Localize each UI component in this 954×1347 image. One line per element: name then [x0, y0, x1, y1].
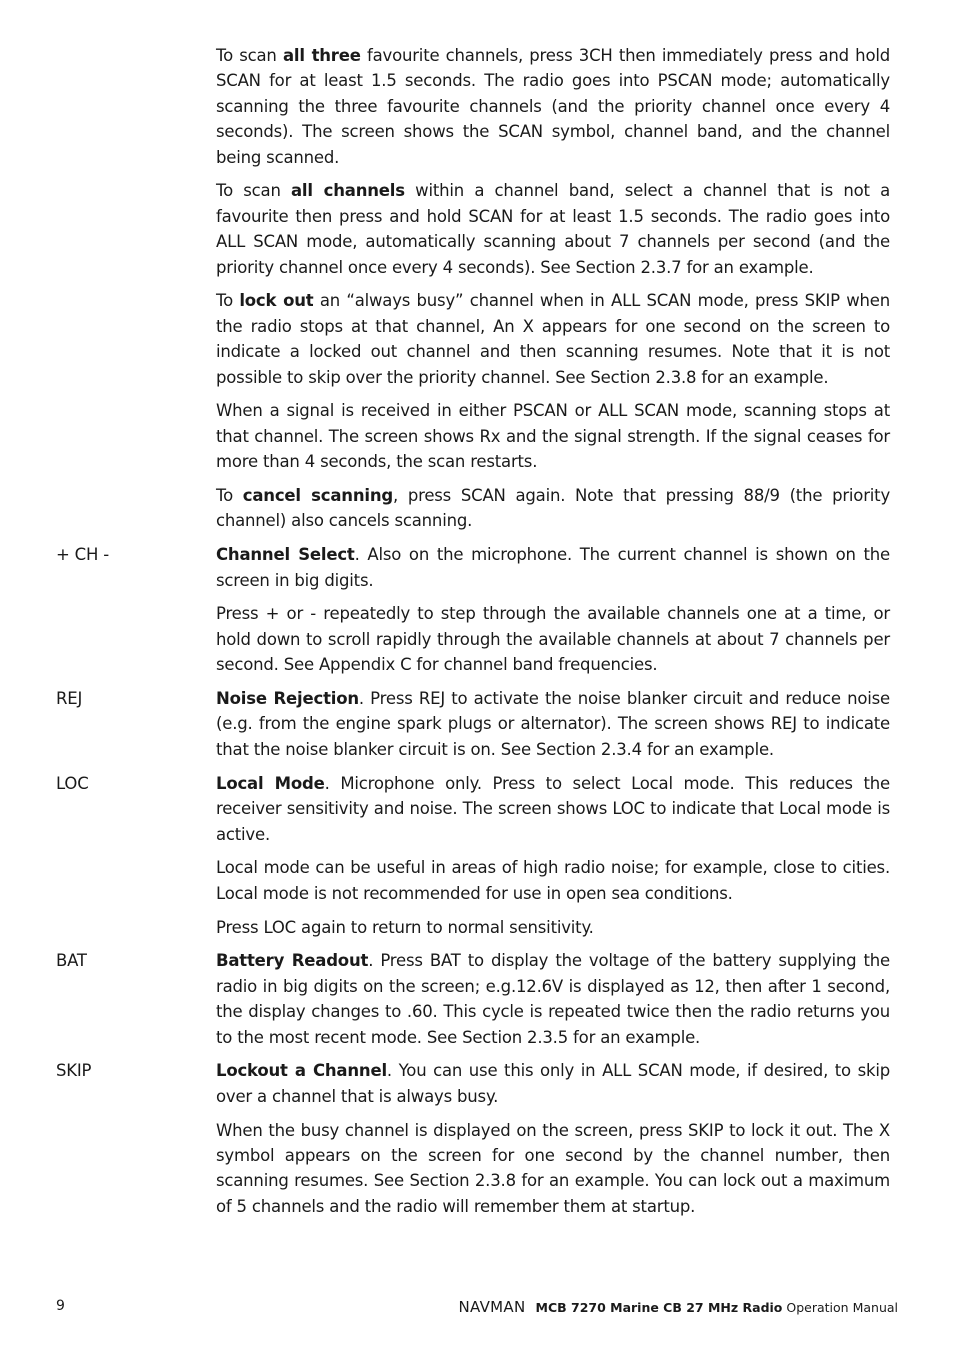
scan-intro-section	[56, 43, 890, 542]
key-label: LOC	[56, 773, 89, 793]
bold-term: Noise Rejection	[216, 689, 359, 709]
bold-term: Channel Select	[216, 545, 355, 565]
text-run: To scan	[216, 46, 283, 65]
text-run: When the busy channel is displayed on the screen, press SKIP to lock it out. The X symbol appears on the screen for one second by the channel number, then scanning resumes. See Section 2.3.8 for an example. You can lock out a maximum of 5 channels and the radio will remember them at startup.	[216, 1120, 890, 1216]
text-run: , press SCAN again. Note that pressing 88/9 (the priority channel) also cancels scanning.	[216, 486, 891, 531]
model-name: MCB 7270 Marine CB 27 MHz Radio	[535, 1300, 783, 1315]
text-run: an “always busy” channel when in ALL SCAN mode, press SKIP when the radio stops at that channel, An X appears for one second on the screen to indicate a locked out channel and then scanning resumes. Note that it is not possible to skip over the priority channel. See Section 2.3.8 for an example.	[216, 291, 891, 387]
key-label: BAT	[56, 951, 87, 971]
key-label: + CH -	[56, 545, 109, 565]
body-paragraph	[216, 542, 890, 593]
body-paragraph	[216, 686, 890, 762]
section-body	[216, 43, 890, 542]
key-section	[56, 948, 890, 1058]
body-paragraph	[216, 43, 890, 170]
text-run: To scan	[216, 181, 291, 201]
text-run: . Press BAT to display the voltage of the battery supplying the radio in big digits on the screen; e.g.12.6V is displayed as 12, then after 1 second, the display changes to .60. This cycle is repeated twice then the radio returns you to the most recent mode. See Section 2.3.5 for an example.	[216, 951, 891, 1047]
doc-type: Operation Manual	[786, 1300, 898, 1315]
bold-term: all three	[282, 46, 361, 65]
text-run: favourite channels, press 3CH then immediately press and hold SCAN for at least 1.5 seconds. The radio goes into PSCAN mode; automatically scanning the three favourite channels (and the priority channel once every 4 seconds). The screen shows the SCAN symbol, channel band, and the channel being scanned.	[216, 46, 890, 167]
key-section	[56, 686, 890, 771]
body-paragraph	[216, 771, 890, 847]
body-paragraph	[216, 1118, 890, 1220]
body-paragraph	[216, 288, 890, 390]
key-section	[56, 771, 890, 949]
section-body	[216, 771, 890, 949]
text-run: . Also on the microphone. The current channel is shown on the screen in big digits.	[216, 545, 890, 590]
text-run: To	[216, 486, 243, 506]
bold-term: Battery Readout	[216, 951, 369, 971]
page-content	[56, 43, 890, 1228]
key-section	[56, 1058, 890, 1227]
section-body	[216, 542, 890, 686]
section-body	[216, 686, 890, 771]
bold-term: lock out	[239, 291, 314, 311]
key-section	[56, 542, 890, 686]
text-run: within a channel band, select a channel that is not a favourite then press and hold SCAN for at least 1.5 seconds. The radio goes into ALL SCAN mode, automatically scanning about 7 channels per second (and the priority channel once every 4 seconds). See Section 2.3.7 for an example.	[216, 181, 890, 277]
text-run: . Press REJ to activate the noise blanker circuit and reduce noise (e.g. from the engine spark plugs or alternator). The screen shows REJ to indicate that the noise blanker circuit is on. See Section 2.3.4 for an example.	[216, 689, 890, 759]
body-paragraph	[216, 398, 890, 474]
body-paragraph	[216, 483, 890, 534]
bold-term: all channels	[291, 181, 405, 201]
body-paragraph	[216, 1058, 890, 1109]
page-number: 9	[56, 1298, 65, 1314]
text-run: Local mode can be useful in areas of high radio noise; for example, close to cities. Local mode is not recommended for use in open sea conditions.	[216, 858, 890, 903]
body-paragraph	[216, 601, 890, 677]
key-label: SKIP	[56, 1061, 92, 1081]
text-run: To	[216, 291, 240, 311]
key-label: REJ	[56, 689, 83, 709]
bold-term: Local Mode	[216, 773, 325, 793]
body-paragraph	[216, 915, 890, 940]
bold-term: Lockout a Channel	[216, 1061, 387, 1081]
section-body	[216, 1058, 890, 1227]
body-paragraph	[216, 855, 890, 906]
footer-title	[459, 1298, 899, 1317]
text-run: . You can use this only in ALL SCAN mode, if desired, to skip over a channel that is always busy.	[216, 1061, 890, 1106]
text-run: Press + or - repeatedly to step through the available channels one at a time, or hold down to scroll rapidly through the available channels at about 7 channels per second. See Appendix C for channel band frequencies.	[216, 604, 890, 675]
body-paragraph	[216, 178, 890, 280]
body-paragraph	[216, 948, 890, 1050]
text-run: When a signal is received in either PSCAN or ALL SCAN mode, scanning stops at that channel. The screen shows Rx and the signal strength. If the signal ceases for more than 4 seconds, the scan restarts.	[216, 401, 890, 472]
section-body	[216, 948, 890, 1058]
text-run: Press LOC again to return to normal sensitivity.	[216, 917, 594, 937]
bold-term: cancel scanning	[242, 486, 393, 506]
text-run: . Microphone only. Press to select Local mode. This reduces the receiver sensitivity and noise. The screen shows LOC to indicate that Local mode is active.	[216, 773, 890, 844]
brand-name: NAVMAN	[458, 1298, 526, 1316]
